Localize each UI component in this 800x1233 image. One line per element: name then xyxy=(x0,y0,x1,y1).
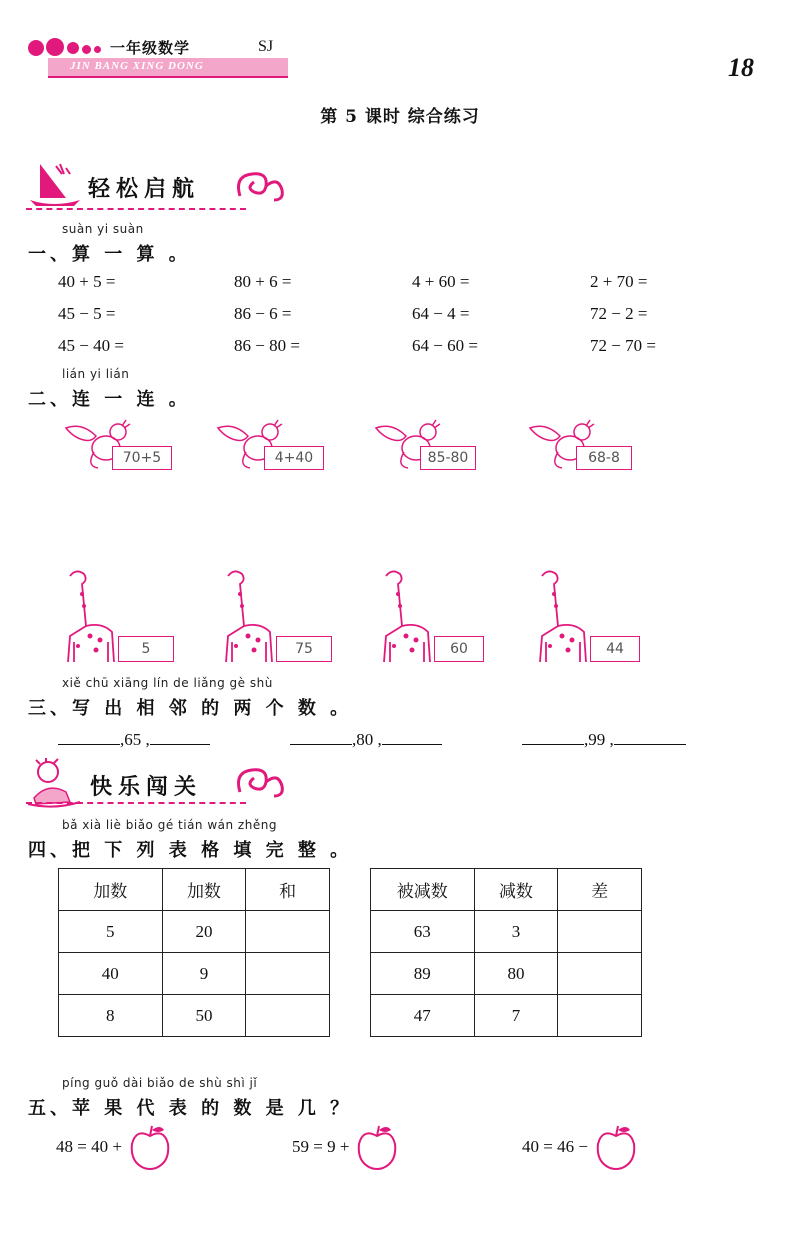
answer-cell[interactable] xyxy=(558,911,642,953)
q4-pinyin: bǎ xià liè biǎo gé tián wán zhěng xyxy=(62,818,277,832)
table-cell: 50 xyxy=(162,995,246,1037)
q3-pinyin: xiě chū xiāng lín de liǎng gè shù xyxy=(62,676,273,690)
q3-item: ,65 , xyxy=(58,730,210,750)
page-number: 18 xyxy=(728,53,754,82)
answer-blank[interactable] xyxy=(522,731,584,745)
bird-card[interactable] xyxy=(526,418,646,472)
answer-cell[interactable] xyxy=(246,911,330,953)
section2-title: 快乐闯关 xyxy=(90,775,203,800)
giraffe-icon xyxy=(62,566,122,666)
q1-eq: 64 − 60 = xyxy=(412,336,478,355)
giraffe-card[interactable] xyxy=(534,566,654,666)
table-cell: 5 xyxy=(59,911,163,953)
child-reading-icon xyxy=(26,758,82,808)
q1-eq: 72 − 2 = xyxy=(590,304,648,323)
table-header: 被减数 xyxy=(371,869,475,911)
table-header: 加数 xyxy=(162,869,246,911)
q1-eq: 4 + 60 = xyxy=(412,272,470,291)
header-dots xyxy=(28,38,108,58)
table-cell: 40 xyxy=(59,953,163,995)
q1-eq: 80 + 6 = xyxy=(234,272,292,291)
giraffe-label: 5 xyxy=(118,636,174,662)
bird-label: 70+5 xyxy=(112,446,172,470)
bird-label: 85-80 xyxy=(420,446,476,470)
table-header: 加数 xyxy=(59,869,163,911)
q1-title: 一、算 一 算 。 xyxy=(28,244,191,265)
table-cell: 8 xyxy=(59,995,163,1037)
table-cell: 89 xyxy=(371,953,475,995)
q3-title: 三、写 出 相 邻 的 两 个 数 。 xyxy=(28,698,353,719)
section1-title: 轻松启航 xyxy=(88,177,201,202)
section1-banner xyxy=(26,160,286,216)
answer-cell[interactable] xyxy=(246,995,330,1037)
bird-card[interactable] xyxy=(372,418,492,472)
section1-underline xyxy=(26,208,246,212)
header-code: SJ xyxy=(258,38,274,55)
apple-icon[interactable] xyxy=(128,1124,172,1170)
answer-blank[interactable] xyxy=(290,731,352,745)
table-row xyxy=(371,953,642,995)
header-title: 一年级数学 xyxy=(110,39,191,57)
answer-blank[interactable] xyxy=(382,731,442,745)
q1-eq: 86 − 6 = xyxy=(234,304,292,323)
q1-eq: 64 − 4 = xyxy=(412,304,470,323)
lesson-title: 第 5 课时 综合练习 xyxy=(320,107,480,127)
q1-eq: 72 − 70 = xyxy=(590,336,656,355)
q3-item: ,99 , xyxy=(522,730,686,750)
q5-item: 59 = 9 + xyxy=(292,1124,399,1170)
giraffe-card[interactable] xyxy=(62,566,182,666)
table-cell: 3 xyxy=(474,911,558,953)
table-header-row xyxy=(59,869,330,911)
q5-item: 48 = 40 + xyxy=(56,1124,172,1170)
addition-table xyxy=(58,868,330,1037)
swirl-ornament-icon xyxy=(230,166,286,206)
q1-eq: 2 + 70 = xyxy=(590,272,648,291)
apple-icon[interactable] xyxy=(594,1124,638,1170)
giraffe-label: 75 xyxy=(276,636,332,662)
table-header: 和 xyxy=(246,869,330,911)
answer-cell[interactable] xyxy=(558,995,642,1037)
table-cell: 20 xyxy=(162,911,246,953)
table-cell: 7 xyxy=(474,995,558,1037)
header-subtitle: JIN BANG XING DONG xyxy=(70,60,204,72)
apple-icon[interactable] xyxy=(355,1124,399,1170)
table-row xyxy=(371,911,642,953)
giraffe-card[interactable] xyxy=(378,566,498,666)
bird-label: 68-8 xyxy=(576,446,632,470)
q5-pinyin: píng guǒ dài biǎo de shù shì jǐ xyxy=(62,1076,258,1090)
q4-title: 四、把 下 列 表 格 填 完 整 。 xyxy=(28,840,353,861)
giraffe-icon xyxy=(534,566,594,666)
section2-banner xyxy=(26,758,286,810)
bird-card[interactable] xyxy=(62,418,182,472)
q3-item: ,80 , xyxy=(290,730,442,750)
answer-blank[interactable] xyxy=(614,731,686,745)
bird-label: 4+40 xyxy=(264,446,324,470)
table-cell: 80 xyxy=(474,953,558,995)
giraffe-icon xyxy=(220,566,280,666)
subtraction-table xyxy=(370,868,642,1037)
giraffe-card[interactable] xyxy=(220,566,340,666)
sailboat-icon xyxy=(26,160,84,212)
q1-eq: 40 + 5 = xyxy=(58,272,116,291)
swirl-ornament-icon xyxy=(230,762,286,802)
q1-pinyin: suàn yi suàn xyxy=(62,222,144,236)
q1-eq: 86 − 80 = xyxy=(234,336,300,355)
q2-pinyin: lián yi lián xyxy=(62,367,130,381)
table-cell: 47 xyxy=(371,995,475,1037)
q1-eq: 45 − 40 = xyxy=(58,336,124,355)
giraffe-label: 44 xyxy=(590,636,640,662)
table-cell: 63 xyxy=(371,911,475,953)
q5-item: 40 = 46 − xyxy=(522,1124,638,1170)
giraffe-label: 60 xyxy=(434,636,484,662)
q2-title: 二、连 一 连 。 xyxy=(28,389,191,410)
giraffe-icon xyxy=(378,566,438,666)
table-header-row xyxy=(371,869,642,911)
table-row xyxy=(59,911,330,953)
bird-card[interactable] xyxy=(214,418,334,472)
table-row xyxy=(371,995,642,1037)
q5-title: 五、苹 果 代 表 的 数 是 几 ？ xyxy=(28,1098,353,1119)
table-row xyxy=(59,995,330,1037)
answer-cell[interactable] xyxy=(246,953,330,995)
table-cell: 9 xyxy=(162,953,246,995)
answer-blank[interactable] xyxy=(150,731,210,745)
table-row xyxy=(59,953,330,995)
table-header: 差 xyxy=(558,869,642,911)
table-header: 减数 xyxy=(474,869,558,911)
q1-eq: 45 − 5 = xyxy=(58,304,116,323)
answer-cell[interactable] xyxy=(558,953,642,995)
section2-underline xyxy=(26,802,246,806)
answer-blank[interactable] xyxy=(58,731,120,745)
